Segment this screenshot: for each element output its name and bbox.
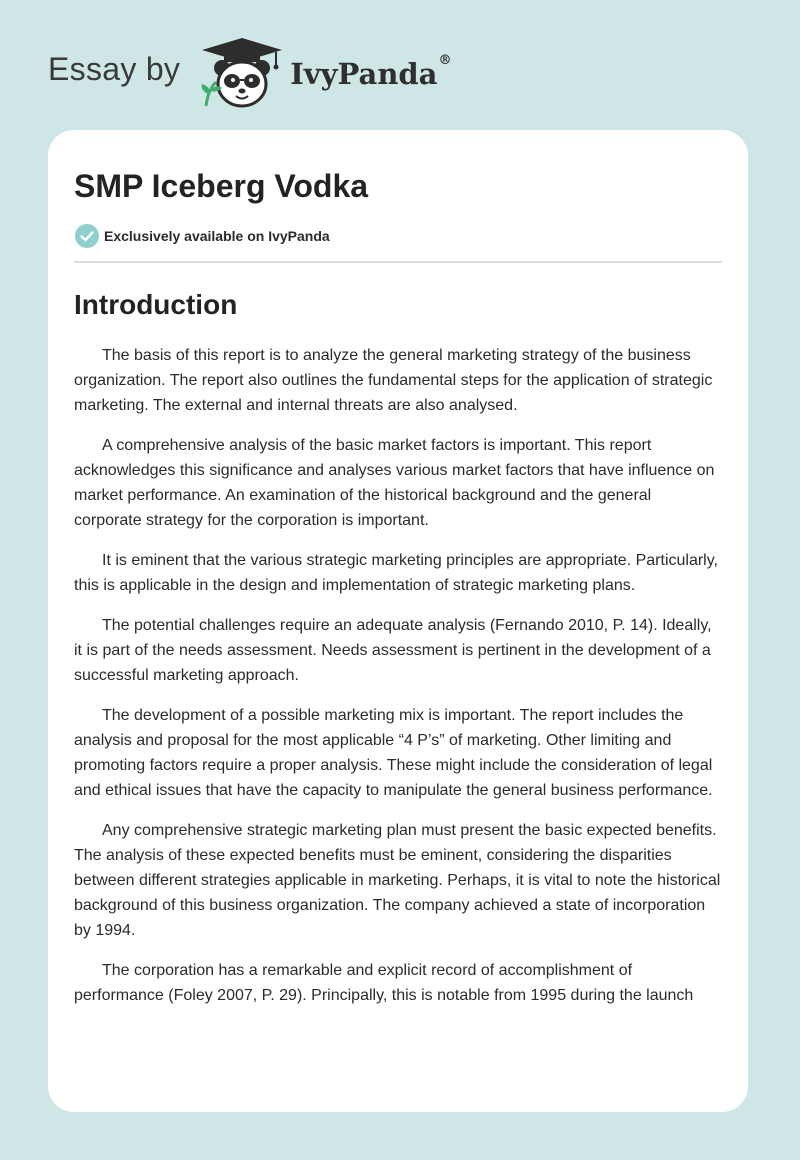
check-circle-icon (74, 223, 100, 249)
divider (74, 261, 722, 263)
panda-graduate-icon (196, 34, 288, 110)
paragraph: A comprehensive analysis of the basic market factors is important. This report acknowledges this significance and analyses various market factors that have influence on market performance. An examination of the historical background and the general corporate strategy for the corporation is important. (74, 437, 715, 529)
registered-mark: ® (438, 53, 452, 68)
exclusive-badge (74, 223, 722, 249)
site-brand[interactable] (48, 34, 451, 110)
essay-body (74, 343, 722, 1008)
paragraph: The basis of this report is to analyze the general marketing strategy of the business organization. The report also outlines the fundamental steps for the application of strategic marketing. The external and internal threats are also analysed. (74, 347, 713, 414)
section-heading: Introduction (74, 289, 238, 320)
paragraph: Any comprehensive strategic marketing plan must present the basic expected benefits. The analysis of these expected benefits must be eminent, considering the disparities between different strategies applicable in marketing. Perhaps, it is vital to note the historical background of this business organization. The company achieved a state of incorporation by 1994. (74, 822, 721, 939)
badge-text: Exclusively available on IvyPanda (104, 228, 330, 244)
essay-title: SMP Iceberg Vodka (74, 168, 369, 204)
paragraph: The corporation has a remarkable and explicit record of accomplishment of performance (Foley 2007, P. 29). Principally, this is notable from 1995 during the launch (74, 962, 694, 1004)
paragraph: The development of a possible marketing mix is important. The report includes the analysis and proposal for the most applicable “4 P’s” of marketing. Other limiting and promoting factors require a proper analysis. These might include the consideration of legal and ethical issues that have the capacity to manipulate the general business performance. (74, 707, 713, 799)
essay-card (48, 130, 748, 1112)
brand-prefix: Essay by (48, 50, 181, 87)
brand-name: IvyPanda® (290, 53, 452, 91)
paragraph: It is eminent that the various strategic marketing principles are appropriate. Particularly, this is applicable in the design and implementation of strategic marketing plans. (74, 552, 718, 594)
paragraph: The potential challenges require an adequate analysis (Fernando 2010, P. 14). Ideally, it is part of the needs assessment. Needs assessment is pertinent in the development of a successful marketing approach. (74, 617, 712, 684)
